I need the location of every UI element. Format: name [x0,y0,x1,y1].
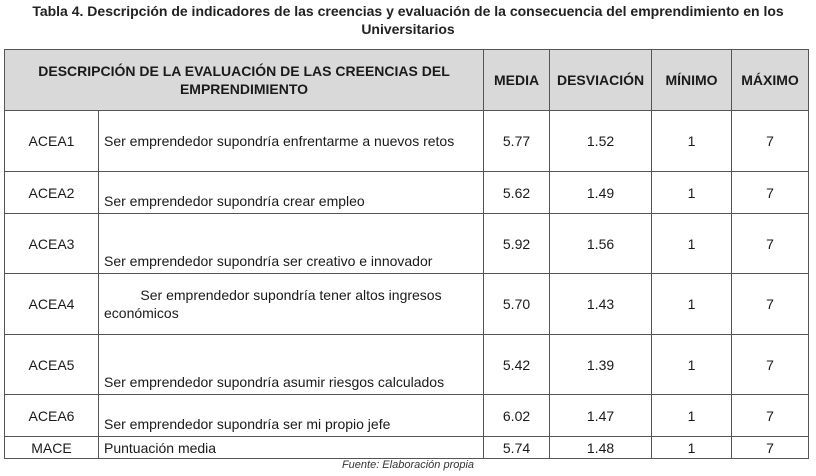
row-desviacion: 1.43 [550,274,652,335]
row-maximo: 7 [732,437,809,459]
row-code: ACEA5 [5,335,99,395]
row-maximo: 7 [732,214,809,274]
row-desviacion: 1.56 [550,214,652,274]
row-maximo: 7 [732,172,809,214]
row-code: ACEA2 [5,172,99,214]
row-media: 6.02 [484,395,550,437]
header-media: MEDIA [484,50,550,111]
row-desviacion: 1.47 [550,395,652,437]
row-code: MACE [5,437,99,459]
table-header-row [5,50,809,111]
row-description: Puntuación media [99,437,484,459]
table-row [5,335,809,395]
row-minimo: 1 [652,214,732,274]
row-description: Ser emprendedor supondría ser creativo e innovador [99,214,484,274]
header-maximo: MÁXIMO [732,50,809,111]
row-media: 5.70 [484,274,550,335]
row-media: 5.77 [484,111,550,172]
row-description: Ser emprendedor supondría asumir riesgos calculados [99,335,484,395]
row-minimo: 1 [652,172,732,214]
row-minimo: 1 [652,274,732,335]
row-maximo: 7 [732,274,809,335]
table-row [5,172,809,214]
row-description: Ser emprendedor supondría ser mi propio jefe [99,395,484,437]
row-code: ACEA6 [5,395,99,437]
row-code: ACEA1 [5,111,99,172]
row-description: Ser emprendedor supondría tener altos ingresos económicos [99,274,484,335]
row-media: 5.62 [484,172,550,214]
row-desviacion: 1.52 [550,111,652,172]
row-description: Ser emprendedor supondría enfrentarme a nuevos retos [99,111,484,172]
row-desviacion: 1.48 [550,437,652,459]
row-minimo: 1 [652,335,732,395]
row-media: 5.42 [484,335,550,395]
table-row [5,111,809,172]
table-row [5,395,809,437]
indicators-table [4,49,809,459]
row-maximo: 7 [732,335,809,395]
row-code: ACEA3 [5,214,99,274]
header-desviacion: DESVIACIÓN [550,50,652,111]
row-maximo: 7 [732,111,809,172]
row-maximo: 7 [732,395,809,437]
row-description: Ser emprendedor supondría crear empleo [99,172,484,214]
row-desviacion: 1.49 [550,172,652,214]
row-code: ACEA4 [5,274,99,335]
table-row [5,274,809,335]
header-minimo: MÍNIMO [652,50,732,111]
row-minimo: 1 [652,395,732,437]
row-minimo: 1 [652,437,732,459]
source-note: Fuente: Elaboración propia [341,459,475,471]
table-row [5,214,809,274]
row-minimo: 1 [652,111,732,172]
row-media: 5.74 [484,437,550,459]
header-description: DESCRIPCIÓN DE LA EVALUACIÓN DE LAS CREENCIAS DEL EMPRENDIMIENTO [5,50,484,111]
table-title: Tabla 4. Descripción de indicadores de las creencias y evaluación de la consecuencia del emprendimiento en los Universitarios [32,3,784,37]
row-desviacion: 1.39 [550,335,652,395]
table-row-summary [5,437,809,459]
row-media: 5.92 [484,214,550,274]
